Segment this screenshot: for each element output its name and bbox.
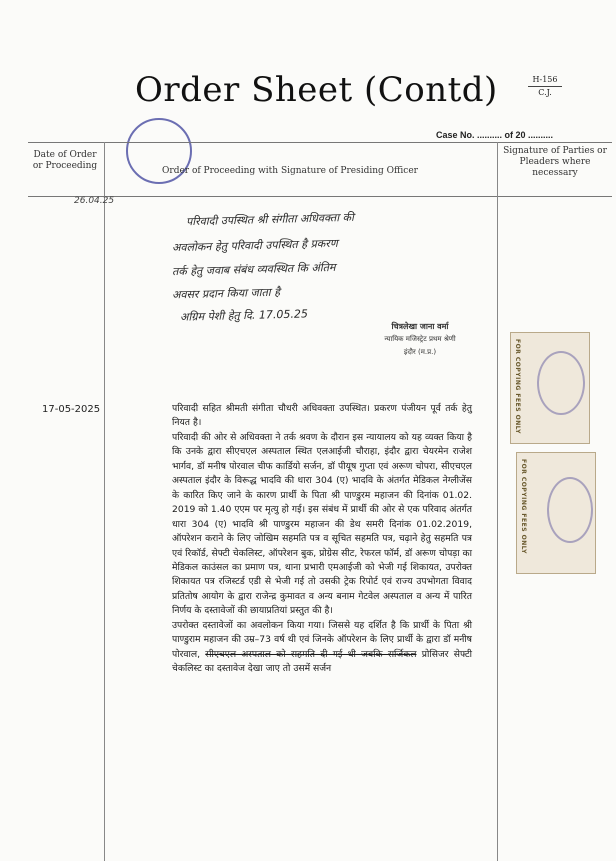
fee-stamp-label: FOR COPYING FEES ONLY: [514, 339, 521, 434]
fee-stamp-seal: [537, 351, 585, 415]
order-paragraph-2: परिवादी की ओर से अधिवक्ता ने तर्क श्रवण के दौरान इस न्यायालय को यह व्यक्त किया है कि उनके द्वारा सीएचएल अस्पताल स्थित एलआईजी चौराहा, इंदौर द्वारा चेयरमेन राजेश भार्गव, डॉ मनीष पोरवाल चीफ कार्डियो सर्जन, डॉ पीयूष गुप्ता एवं अरूण चोपरा, सीएचएल अस्पताल इंदौर के विरूद्ध भादवि की धारा 304 (ए) भादवि के अंतर्गत मेडिकल नेग्लीजेंस के कारित किए जाने के कारण प्रार्थी के पिता श्री पाण्डुरम महाजन की दिनांक 01.02. 2019 को 1.40 एएम पर मृत्यु हो गई। इस संबंध में प्रार्थी की ओर से एक परिवाद अंतर्गत धारा 304 (ए) भादवि श्री पाण्डुरम महाजन की डेथ समरी दिनांक 01.02.2019, ऑपरेशन कराने के लिए जोखिम सहमति पत्र व सूचित सहमति पत्र, चढ़ाने हेतु सहमति पत्र एवं रिकॉर्ड, सेफ्टी चेकलिस्ट, ऑपरेशन बुक, प्रोग्रेस सीट, रेफरल फॉर्म, डॉ अरूण चोपड़ा का मेडिकल काउंसल का प्रमाण पत्र, थाना प्रभारी एमआईजी को भेजी गई शिकायत, उपरोक्त शिकायत पत्र रजिस्टर्ड एडी से भेजी गई तो उसकी ट्रेक रिपोर्ट एवं राज्य उपभोगता विवाद प्रतितोष आयोग के द्वारा राजेन्द्र कुमावत व अन्य बनाम गेटवेल अस्पताल व अन्य में पारित निर्णय के दस्तावेजों की छायाप्रतियां प्रस्तुत की है।: [172, 431, 472, 617]
column-header-order: Order of Proceeding with Signature of Presiding Officer: [162, 166, 418, 176]
order-body-text: [172, 402, 472, 677]
copying-fee-stamp: [510, 332, 590, 444]
table-top-rule: [28, 142, 612, 143]
officer-name: चित्रलेखा जाना वर्मा: [391, 322, 449, 331]
column-header-date: Date of Order or Proceeding: [32, 150, 98, 171]
column-header-parties: Signature of Parties or Pleaders where necessary: [503, 146, 607, 178]
handwritten-line: परिवादी उपस्थित श्री संगीता अधिवक्ता की: [185, 210, 355, 229]
officer-place: इंदौर (म.प्र.): [403, 348, 437, 356]
table-header-rule: [28, 196, 612, 197]
order-paragraph-1: परिवादी सहित श्रीमती संगीता चौधरी अधिवक्ता उपस्थित। प्रकरण पंजीयन पूर्व तर्क हेतु नियत है।: [172, 403, 472, 429]
order-paragraph-3: [172, 619, 472, 677]
entry-date: 17-05-2025: [42, 404, 101, 415]
form-number: [528, 74, 562, 99]
handwritten-line: अवसर प्रदान किया जाता है: [171, 285, 281, 302]
handwritten-date: 26.04.25: [74, 196, 115, 206]
page-title: Order Sheet (Contd): [135, 70, 498, 110]
handwritten-line: तर्क हेतु जवाब संबंध व्यवस्थित कि अंतिम: [171, 260, 336, 279]
handwritten-line: अग्रिम पेशी हेतु दि. 17.05.25: [179, 307, 309, 324]
order-paragraph-3a: उपरोक्त दस्तावेजों का अवलोकन किया गया। जिससे यह दर्शित है कि प्रार्थी के पिता श्री पाण्डुराम महाजन की उम्र–73 वर्ष थी एवं जिनके ऑपरेशन के लिए प्रार्थी के द्वारा डॉ मनीष पोरवाल,: [172, 619, 472, 660]
case-number-line: Case No. .......... of 20 ..........: [436, 130, 554, 140]
presiding-officer-signature: [355, 320, 485, 359]
date-column-divider: [104, 142, 105, 861]
fee-stamp-seal: [547, 477, 593, 543]
order-paragraph-3b: प्रोसिजर सेफ्टी चेकलिस्ट का दस्तावेज देखा जाए तो उसमें सर्जन: [172, 648, 473, 675]
struck-through-text: सीएचएल अस्पताल को सहमति दी गई थी जबकि सर्जिकल: [205, 648, 417, 660]
form-number-top: H-156: [528, 74, 562, 87]
fee-stamp-label: FOR COPYING FEES ONLY: [520, 459, 527, 554]
form-number-bottom: C.J.: [538, 88, 552, 97]
parties-column-divider: [497, 142, 498, 861]
officer-designation: न्यायिक मजिस्ट्रेट प्रथम श्रेणी: [384, 335, 456, 343]
handwritten-line: अवलोकन हेतु परिवादी उपस्थित है प्रकरण: [171, 236, 338, 255]
copying-fee-stamp: [516, 452, 596, 574]
